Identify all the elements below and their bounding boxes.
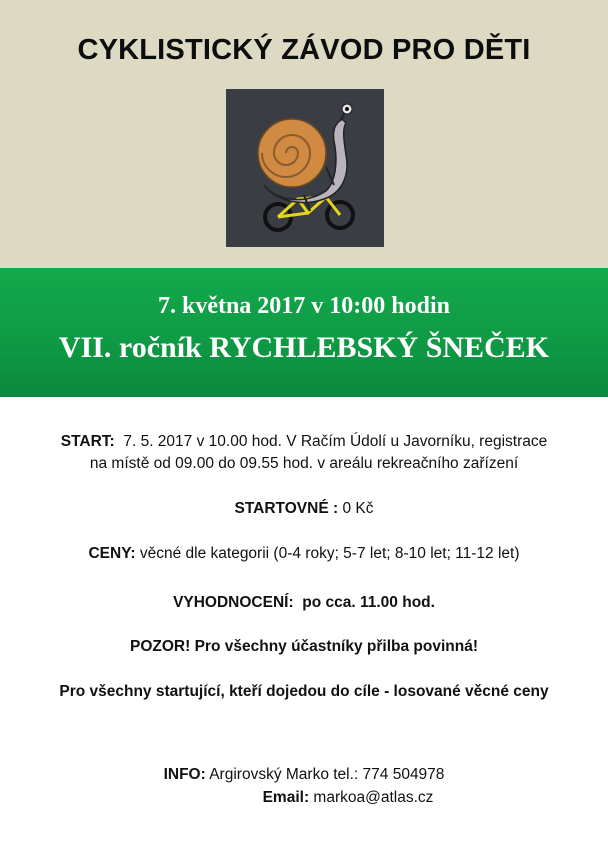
start-line-2	[0, 454, 608, 474]
info-line	[0, 765, 608, 785]
email-line	[0, 788, 608, 808]
info-value: Argirovský Marko tel.: 774 504978	[209, 766, 445, 783]
event-title: VII. ročník RYCHLEBSKÝ ŠNEČEK	[58, 331, 550, 364]
fee-label: STARTOVNÉ :	[234, 500, 339, 517]
evaluation-line	[0, 593, 608, 613]
warning-label: POZOR!	[130, 638, 191, 655]
prizes-label: CENY:	[88, 545, 136, 562]
start-label: START:	[60, 433, 115, 450]
fee-line	[0, 499, 608, 519]
evaluation-value: po cca. 11.00 hod.	[302, 594, 435, 611]
email-label: Email:	[262, 789, 310, 806]
lottery-line: Pro všechny startující, kteří dojedou do cíle - losované věcné ceny	[59, 683, 549, 700]
info-label: INFO:	[163, 766, 206, 783]
prizes-value: věcné dle kategorii (0-4 roky; 5-7 let; 8-10 let; 11-12 let)	[139, 545, 520, 562]
warning-value: Pro všechny účastníky přilba povinná!	[194, 638, 478, 655]
prizes-line	[0, 544, 608, 564]
email-link[interactable]: markoa@atlas.cz	[313, 789, 434, 806]
fee-value: 0 Kč	[342, 500, 374, 517]
evaluation-label: VYHODNOCENÍ:	[173, 594, 294, 611]
snail-on-bicycle-icon	[226, 89, 384, 247]
page-title: CYKLISTICKÝ ZÁVOD PRO DĚTI	[77, 34, 531, 66]
event-date: 7. května 2017 v 10:00 hodin	[157, 293, 451, 319]
warning-line	[0, 637, 608, 657]
start-text-2: na místě od 09.00 do 09.55 hod. v areálu rekreačního zařízení	[89, 455, 519, 472]
start-text-1: 7. 5. 2017 v 10.00 hod. V Račím Údolí u Javorníku, registrace	[123, 433, 548, 450]
start-line-1	[0, 432, 608, 452]
